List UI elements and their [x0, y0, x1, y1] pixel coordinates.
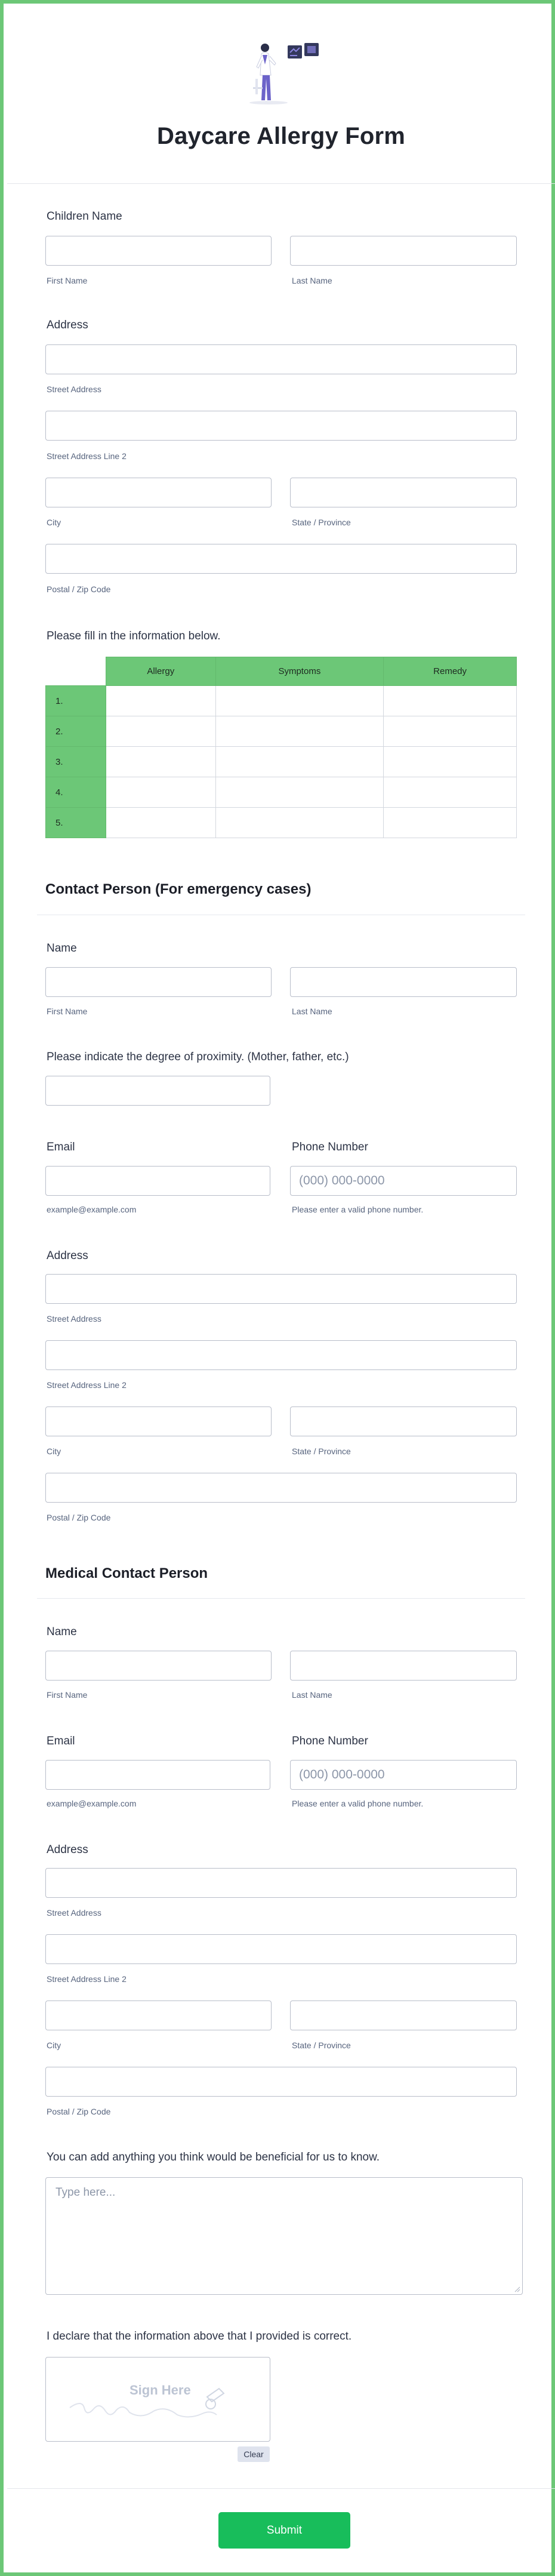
- clear-signature-button[interactable]: Clear: [238, 2446, 270, 2462]
- allergy-table-label: Please fill in the information below.: [47, 630, 221, 642]
- medical-street-address-input[interactable]: [45, 1868, 517, 1898]
- medical-email-label: Email: [47, 1735, 75, 1747]
- contact-postal-code-sublabel: Postal / Zip Code: [47, 1513, 111, 1522]
- table-cell-input[interactable]: [215, 777, 384, 808]
- signature-placeholder: Sign Here: [130, 2383, 191, 2398]
- table-cell-input[interactable]: [106, 716, 216, 747]
- street-address-input[interactable]: [45, 344, 517, 374]
- child-first-name-sublabel: First Name: [47, 276, 88, 285]
- proximity-input[interactable]: [45, 1076, 270, 1106]
- contact-street-address-line2-sublabel: Street Address Line 2: [47, 1380, 127, 1390]
- medical-city-sublabel: City: [47, 2041, 61, 2050]
- city-input[interactable]: [45, 478, 272, 507]
- doctor-illustration-icon: [240, 41, 329, 105]
- column-header-remedy: Remedy: [384, 657, 517, 686]
- medical-name-label: Name: [47, 1626, 77, 1638]
- contact-street-address-line2-input[interactable]: [45, 1340, 517, 1370]
- row-header: 1.: [46, 686, 106, 716]
- contact-phone-input[interactable]: (000) 000-0000: [290, 1166, 517, 1196]
- table-row: [46, 686, 517, 716]
- contact-street-address-input[interactable]: [45, 1274, 517, 1304]
- contact-city-input[interactable]: [45, 1407, 272, 1436]
- table-cell-input[interactable]: [384, 716, 517, 747]
- table-row: [46, 808, 517, 838]
- column-header-allergy: Allergy: [106, 657, 216, 686]
- address-label: Address: [47, 319, 88, 331]
- contact-email-input[interactable]: [45, 1166, 270, 1196]
- notes-placeholder: Type here...: [56, 2186, 116, 2199]
- state-input[interactable]: [290, 478, 517, 507]
- signature-label: I declare that the information above that I provided is correct.: [47, 2330, 352, 2343]
- table-row: [46, 716, 517, 747]
- notes-textarea[interactable]: [45, 2177, 523, 2295]
- city-sublabel: City: [47, 518, 61, 527]
- street-address-line2-input[interactable]: [45, 411, 517, 441]
- notes-label: You can add anything you think would be beneficial for us to know.: [47, 2151, 380, 2163]
- allergy-table: [45, 657, 517, 838]
- contact-first-name-sublabel: First Name: [47, 1007, 88, 1016]
- medical-state-input[interactable]: [290, 2001, 517, 2030]
- table-cell-input[interactable]: [215, 747, 384, 777]
- medical-city-input[interactable]: [45, 2001, 272, 2030]
- table-row: [46, 747, 517, 777]
- submit-button[interactable]: Submit: [218, 2512, 350, 2549]
- column-header-symptoms: Symptoms: [215, 657, 384, 686]
- table-cell-input[interactable]: [384, 686, 517, 716]
- row-header: 5.: [46, 808, 106, 838]
- contact-city-sublabel: City: [47, 1447, 61, 1456]
- contact-last-name-sublabel: Last Name: [292, 1007, 332, 1016]
- contact-email-label: Email: [47, 1141, 75, 1153]
- medical-last-name-input[interactable]: [290, 1651, 517, 1681]
- medical-first-name-input[interactable]: [45, 1651, 272, 1681]
- medical-phone-sublabel: Please enter a valid phone number.: [292, 1799, 424, 1808]
- medical-email-sublabel: example@example.com: [47, 1799, 137, 1808]
- table-cell-input[interactable]: [106, 747, 216, 777]
- contact-last-name-input[interactable]: [290, 967, 517, 997]
- table-row: [46, 777, 517, 808]
- medical-last-name-sublabel: Last Name: [292, 1690, 332, 1700]
- contact-phone-sublabel: Please enter a valid phone number.: [292, 1205, 424, 1214]
- table-cell-input[interactable]: [384, 808, 517, 838]
- footer-divider: [7, 2488, 555, 2489]
- children-name-label: Children Name: [47, 210, 122, 223]
- contact-email-sublabel: example@example.com: [47, 1205, 137, 1214]
- table-cell-input[interactable]: [384, 777, 517, 808]
- medical-postal-code-input[interactable]: [45, 2067, 517, 2097]
- proximity-label: Please indicate the degree of proximity. (Mother, father, etc.): [47, 1051, 349, 1063]
- medical-phone-label: Phone Number: [292, 1735, 368, 1747]
- contact-first-name-input[interactable]: [45, 967, 272, 997]
- street-address-sublabel: Street Address: [47, 384, 101, 394]
- table-cell-input[interactable]: [215, 686, 384, 716]
- contact-phone-label: Phone Number: [292, 1141, 368, 1153]
- table-corner: [46, 657, 106, 686]
- contact-state-input[interactable]: [290, 1407, 517, 1436]
- contact-state-sublabel: State / Province: [292, 1447, 351, 1456]
- postal-code-sublabel: Postal / Zip Code: [47, 584, 111, 594]
- medical-email-input[interactable]: [45, 1760, 270, 1790]
- form-title: Daycare Allergy Form: [156, 123, 406, 149]
- medical-street-address-sublabel: Street Address: [47, 1908, 101, 1918]
- medical-postal-code-sublabel: Postal / Zip Code: [47, 2107, 111, 2116]
- medical-section-title: Medical Contact Person: [45, 1565, 208, 1581]
- signature-pad[interactable]: [45, 2357, 270, 2442]
- row-header: 4.: [46, 777, 106, 808]
- resize-handle-icon[interactable]: [513, 2285, 520, 2292]
- medical-first-name-sublabel: First Name: [47, 1690, 88, 1700]
- child-last-name-sublabel: Last Name: [292, 276, 332, 285]
- contact-section-title: Contact Person (For emergency cases): [45, 881, 312, 897]
- medical-phone-input[interactable]: (000) 000-0000: [290, 1760, 517, 1790]
- table-cell-input[interactable]: [215, 808, 384, 838]
- state-sublabel: State / Province: [292, 518, 351, 527]
- form-header: [7, 7, 555, 184]
- medical-state-sublabel: State / Province: [292, 2041, 351, 2050]
- contact-postal-code-input[interactable]: [45, 1473, 517, 1503]
- child-last-name-input[interactable]: [290, 236, 517, 266]
- signature-scribble-icon: [46, 2358, 270, 2442]
- table-cell-input[interactable]: [106, 777, 216, 808]
- medical-street-address-line2-input[interactable]: [45, 1934, 517, 1964]
- table-cell-input[interactable]: [215, 716, 384, 747]
- contact-street-address-sublabel: Street Address: [47, 1314, 101, 1324]
- table-cell-input[interactable]: [384, 747, 517, 777]
- child-first-name-input[interactable]: [45, 236, 272, 266]
- table-cell-input[interactable]: [106, 808, 216, 838]
- row-header: 2.: [46, 716, 106, 747]
- medical-address-label: Address: [47, 1843, 88, 1856]
- street-address-line2-sublabel: Street Address Line 2: [47, 451, 127, 461]
- table-cell-input[interactable]: [106, 686, 216, 716]
- contact-address-label: Address: [47, 1249, 88, 1262]
- postal-code-input[interactable]: [45, 544, 517, 574]
- row-header: 3.: [46, 747, 106, 777]
- medical-street-address-line2-sublabel: Street Address Line 2: [47, 1974, 127, 1984]
- contact-name-label: Name: [47, 942, 77, 955]
- section-divider: [37, 1598, 525, 1599]
